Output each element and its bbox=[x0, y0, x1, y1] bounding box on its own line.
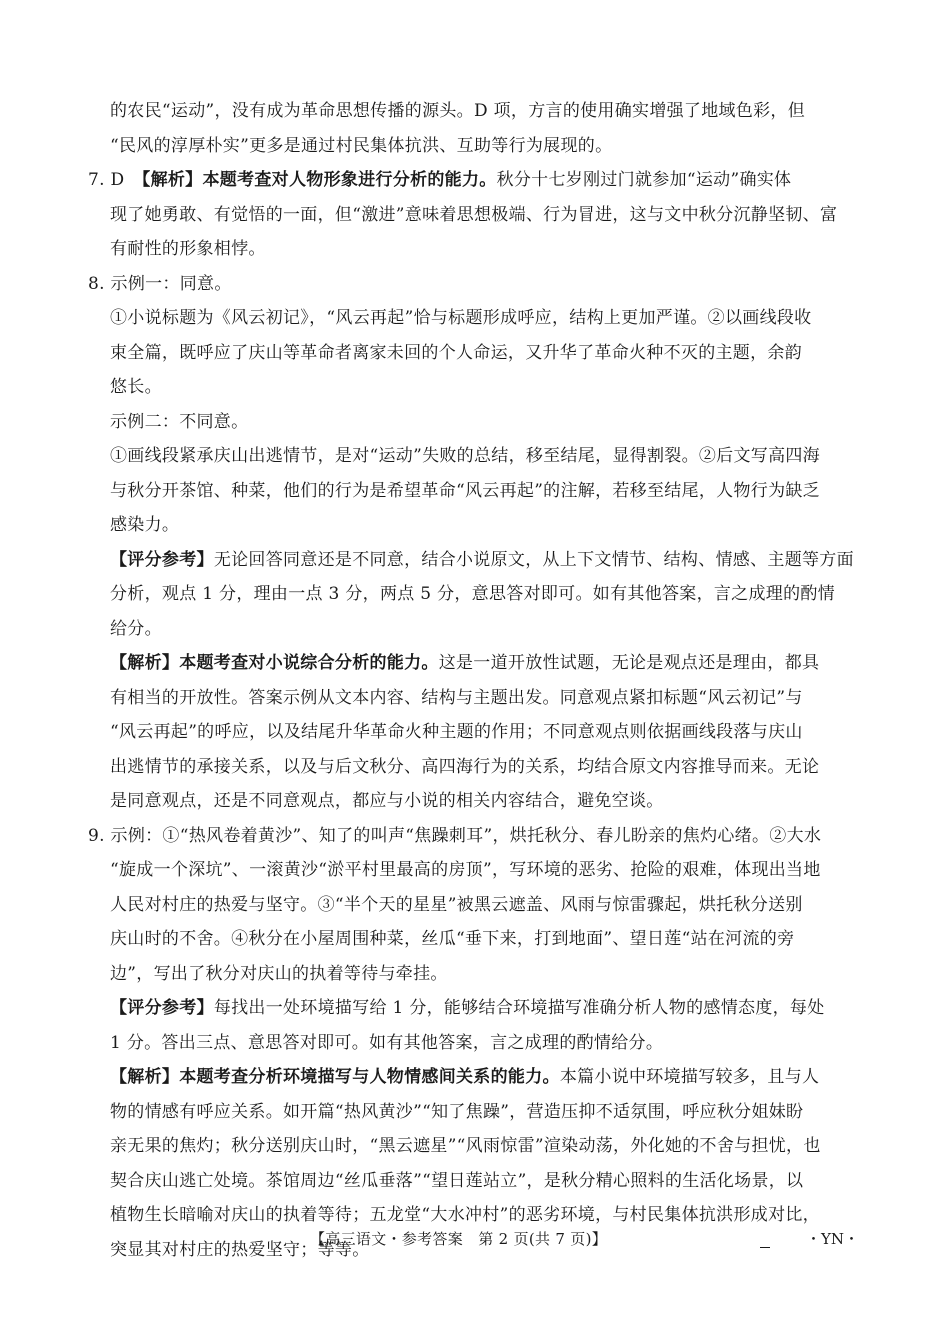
text-line bbox=[88, 336, 868, 371]
text-run: 亲无果的焦灼；秋分送别庆山时，“黑云遮星”“风雨惊雷”渲染动荡，外化她的不舍与担忧，也 bbox=[110, 1136, 821, 1156]
text-run: 物的情感有呼应关系。如开篇“热风黄沙”“知了焦躁”，营造压抑不适氛围，呼应秋分姐妹盼 bbox=[110, 1101, 804, 1122]
text-run: 无论回答同意还是不同意，结合小说原文，从上下文情节、结构、情感、主题等方面 bbox=[213, 549, 854, 570]
text-line bbox=[88, 681, 868, 716]
text-line bbox=[88, 405, 868, 440]
text-run: 9. 示例：①“热风卷着黄沙”、知了的叫声“焦躁刺耳”，烘托秋分、春儿盼亲的焦灼心绪。②大水 bbox=[88, 825, 822, 846]
text-run: 出逃情节的承接关系，以及与后文秋分、高四海行为的关系，均结合原文内容推导而来。无论 bbox=[110, 756, 820, 777]
text-run: 有相当的开放性。答案示例从文本内容、结构与主题出发。同意观点紧扣标题“风云初记”与 bbox=[110, 687, 803, 708]
text-run: 与秋分开茶馆、种菜，他们的行为是希望革命“风云再起”的注解，若移至结尾，人物行为缺乏 bbox=[110, 480, 820, 501]
text-run: 示例二：不同意。 bbox=[110, 411, 249, 432]
bold-label: 【解析】本题考查分析环境描写与人物情感间关系的能力。 bbox=[110, 1067, 560, 1087]
text-line bbox=[88, 646, 868, 681]
text-line bbox=[88, 922, 868, 957]
text-run: 给分。 bbox=[110, 618, 162, 639]
text-run: ①画线段紧承庆山出逃情节，是对“运动”失败的总结，移至结尾，显得割裂。②后文写高四海 bbox=[110, 446, 820, 466]
text-run: 边”，写出了秋分对庆山的执着等待与牵挂。 bbox=[110, 963, 448, 984]
text-run: 本篇小说中环境描写较多，且与人 bbox=[559, 1067, 820, 1087]
text-line bbox=[88, 715, 868, 750]
text-run: “民风的淳厚朴实”更多是通过村民集体抗洪、互助等行为展现的。 bbox=[110, 135, 613, 156]
text-run: ①小说标题为《风云初记》，“风云再起”恰与标题形成呼应，结构上更加严谨。②以画线段收 bbox=[110, 308, 812, 328]
text-run: 感染力。 bbox=[110, 515, 180, 535]
text-line bbox=[88, 370, 868, 405]
text-run: 的农民“运动”，没有成为革命思想传播的源头。D 项，方言的使用确实增强了地域色彩，但 bbox=[110, 101, 806, 121]
text-run: “风云再起”的呼应，以及结尾升华革命火种主题的作用；不同意观点则依据画线段落与庆山 bbox=[110, 722, 803, 742]
bold-label: 【评分参考】 bbox=[110, 998, 214, 1018]
text-line bbox=[88, 267, 868, 302]
text-line bbox=[88, 129, 868, 164]
text-line bbox=[88, 991, 868, 1026]
text-line bbox=[88, 1129, 868, 1164]
text-line bbox=[88, 94, 868, 129]
text-line bbox=[88, 163, 868, 198]
text-line bbox=[88, 474, 868, 509]
footer-page-info: 【高三语文・参考答案 第 2 页(共 7 页)】 bbox=[310, 1230, 608, 1248]
text-line bbox=[88, 853, 868, 888]
text-line bbox=[88, 232, 868, 267]
text-line bbox=[88, 577, 868, 612]
text-line bbox=[88, 508, 868, 543]
text-line bbox=[88, 784, 868, 819]
text-run: 分析，观点 1 分，理由一点 3 分，两点 5 分，意思答对即可。如有其他答案，言之成理的酌情 bbox=[110, 584, 835, 604]
text-run: 悠长。 bbox=[110, 377, 162, 397]
text-line bbox=[88, 750, 868, 785]
text-run: 现了她勇敢、有觉悟的一面，但“激进”意味着思想极端、行为冒进，这与文中秋分沉静坚韧、富 bbox=[110, 204, 838, 225]
text-line bbox=[88, 1060, 868, 1095]
text-run: 庆山时的不舍。④秋分在小屋周围种菜，丝瓜“垂下来，打到地面”、望日莲“站在河流的旁 bbox=[110, 929, 795, 949]
text-line bbox=[88, 1026, 868, 1061]
text-run: 契合庆山逃亡处境。茶馆周边“丝瓜垂落”“望日莲站立”，是秋分精心照料的生活化场景，以 bbox=[110, 1170, 804, 1191]
text-run: 是同意观点，还是不同意观点，都应与小说的相关内容结合，避免空谈。 bbox=[110, 791, 664, 811]
footer-code bbox=[760, 1228, 859, 1250]
text-run: 秋分十七岁刚过门就参加“运动”确实体 bbox=[496, 170, 792, 190]
text-run: 束全篇，既呼应了庆山等革命者离家未回的个人命运，又升华了革命火种不灭的主题，余韵 bbox=[110, 342, 802, 363]
text-run: 1 分。答出三点、意思答对即可。如有其他答案，言之成理的酌情给分。 bbox=[110, 1032, 664, 1053]
text-run: 每找出一处环境描写给 1 分，能够结合环境描写准确分析人物的感情态度，每处 bbox=[213, 998, 825, 1018]
text-run: 人民对村庄的热爱与坚守。③“半个天的星星”被黑云遮盖、风雨与惊雷骤起，烘托秋分送别 bbox=[110, 894, 803, 915]
footer-dash-mark bbox=[760, 1247, 770, 1248]
answer-body bbox=[88, 94, 868, 1267]
text-run: 突显其对村庄的热爱坚守；等等。 bbox=[110, 1239, 370, 1260]
footer-code-text: ・YN・ bbox=[806, 1230, 860, 1248]
text-line bbox=[88, 819, 868, 854]
bold-label: 【评分参考】 bbox=[110, 549, 214, 570]
text-line bbox=[88, 543, 868, 578]
text-line bbox=[88, 198, 868, 233]
text-line bbox=[88, 301, 868, 336]
text-run: 7. D bbox=[88, 170, 142, 190]
text-line bbox=[88, 1164, 868, 1199]
text-run: 植物生长暗喻对庆山的执着等待；五龙堂“大水冲村”的恶劣环境，与村民集体抗洪形成对比， bbox=[110, 1205, 820, 1225]
text-line bbox=[88, 1095, 868, 1130]
text-run: 有耐性的形象相悖。 bbox=[110, 239, 266, 259]
text-line bbox=[88, 957, 868, 992]
text-line bbox=[88, 888, 868, 923]
text-run: 这是一道开放性试题，无论是观点还是理由，都具 bbox=[438, 653, 820, 673]
bold-label: 【解析】本题考查对小说综合分析的能力。 bbox=[110, 653, 439, 673]
text-line bbox=[88, 439, 868, 474]
bold-label: 【解析】本题考查对人物形象进行分析的能力。 bbox=[141, 170, 497, 190]
text-run: “旋成一个深坑”、一滚黄沙“淤平村里最高的房顶”，写环境的恶劣、抢险的艰难，体现出当地 bbox=[110, 860, 821, 880]
text-run: 8. 示例一：同意。 bbox=[88, 273, 232, 294]
text-line bbox=[88, 612, 868, 647]
